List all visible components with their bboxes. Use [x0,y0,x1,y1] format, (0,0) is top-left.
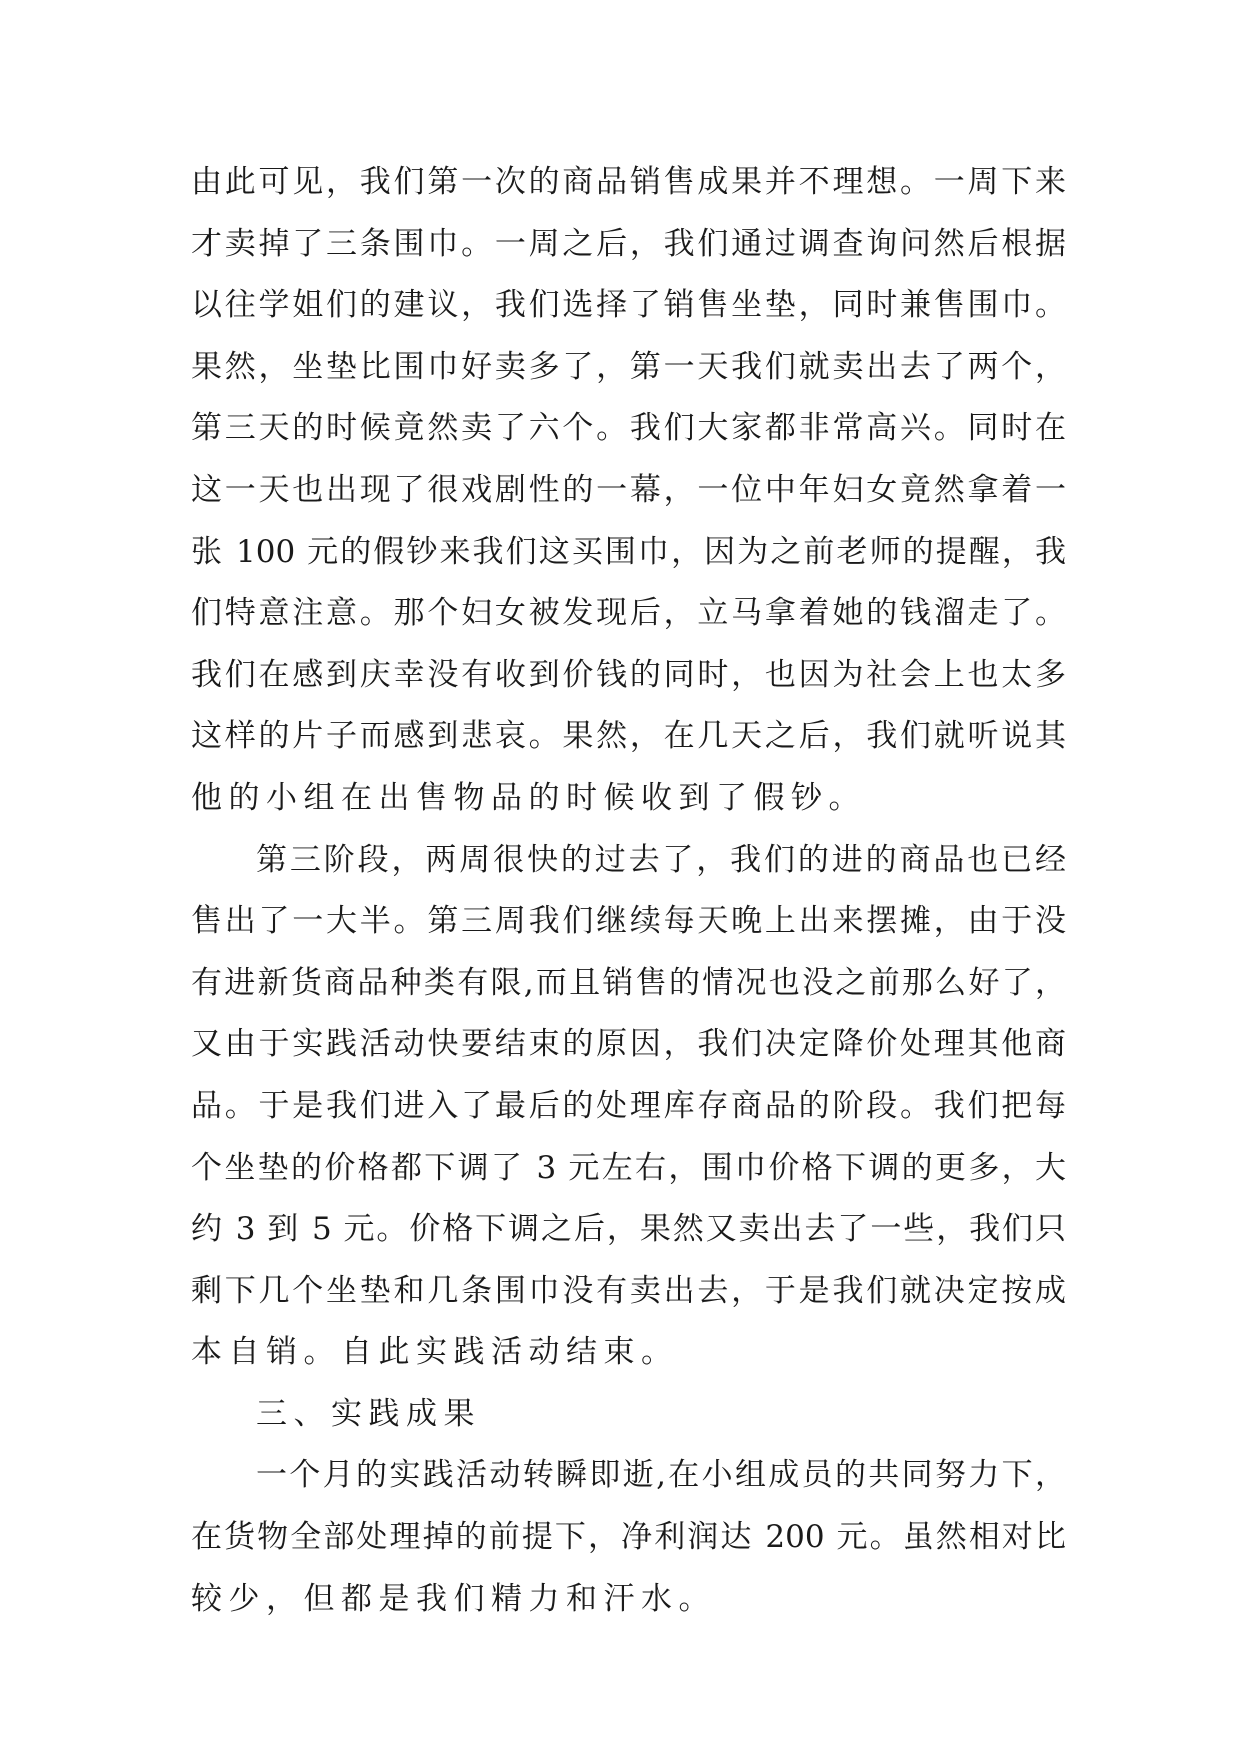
text-line: 由此可见，我们第一次的商品销售成果并不理想。一周下来 [191,164,1066,200]
text-line: 张 100 元的假钞来我们这买围巾，因为之前老师的提醒，我 [191,533,1066,570]
text-line: 他的小组在出售物品的时候收到了假钞。 [191,779,866,816]
text-line: 第三天的时候竟然卖了六个。我们大家都非常高兴。同时在 [191,410,1066,447]
text-line: 售出了一大半。第三周我们继续每天晚上出来摆摊，由于没 [191,903,1066,940]
section-heading: 三、实践成果 [256,1395,481,1432]
text-line: 这一天也出现了很戏剧性的一幕，一位中年妇女竟然拿着一 [191,471,1066,508]
text-line: 本自销。自此实践活动结束。 [191,1334,679,1371]
text-line: 有进新货商品种类有限,而且销售的情况也没之前那么好了， [191,964,1066,1001]
text-line: 又由于实践活动快要结束的原因，我们决定降价处理其他商 [191,1026,1066,1063]
paragraph-first-line: 第三阶段，两周很快的过去了，我们的进的商品也已经 [256,841,1066,878]
text-line: 在货物全部处理掉的前提下，净利润达 200 元。虽然相对比 [191,1519,1066,1556]
text-line: 个坐垫的价格都下调了 3 元左右，围巾价格下调的更多，大 [191,1149,1066,1186]
paragraph-first-line: 一个月的实践活动转瞬即逝,在小组成员的共同努力下， [256,1457,1066,1494]
text-line: 才卖掉了三条围巾。一周之后，我们通过调查询问然后根据 [191,225,1066,262]
text-line: 较少，但都是我们精力和汗水。 [191,1580,716,1617]
body-text [191,152,1066,1630]
text-line: 这样的片子而感到悲哀。果然，在几天之后，我们就听说其 [191,718,1066,755]
text-line: 约 3 到 5 元。价格下调之后，果然又卖出去了一些，我们只 [191,1211,1066,1248]
text-line: 我们在感到庆幸没有收到价钱的同时，也因为社会上也太多 [191,656,1066,693]
text-line: 剩下几个坐垫和几条围巾没有卖出去，于是我们就决定按成 [191,1272,1066,1309]
text-line: 们特意注意。那个妇女被发现后，立马拿着她的钱溜走了。 [191,595,1066,632]
text-line: 果然，坐垫比围巾好卖多了，第一天我们就卖出去了两个， [191,348,1066,385]
text-line: 品。于是我们进入了最后的处理库存商品的阶段。我们把每 [191,1087,1066,1124]
text-line: 以往学姐们的建议，我们选择了销售坐垫，同时兼售围巾。 [191,287,1066,324]
